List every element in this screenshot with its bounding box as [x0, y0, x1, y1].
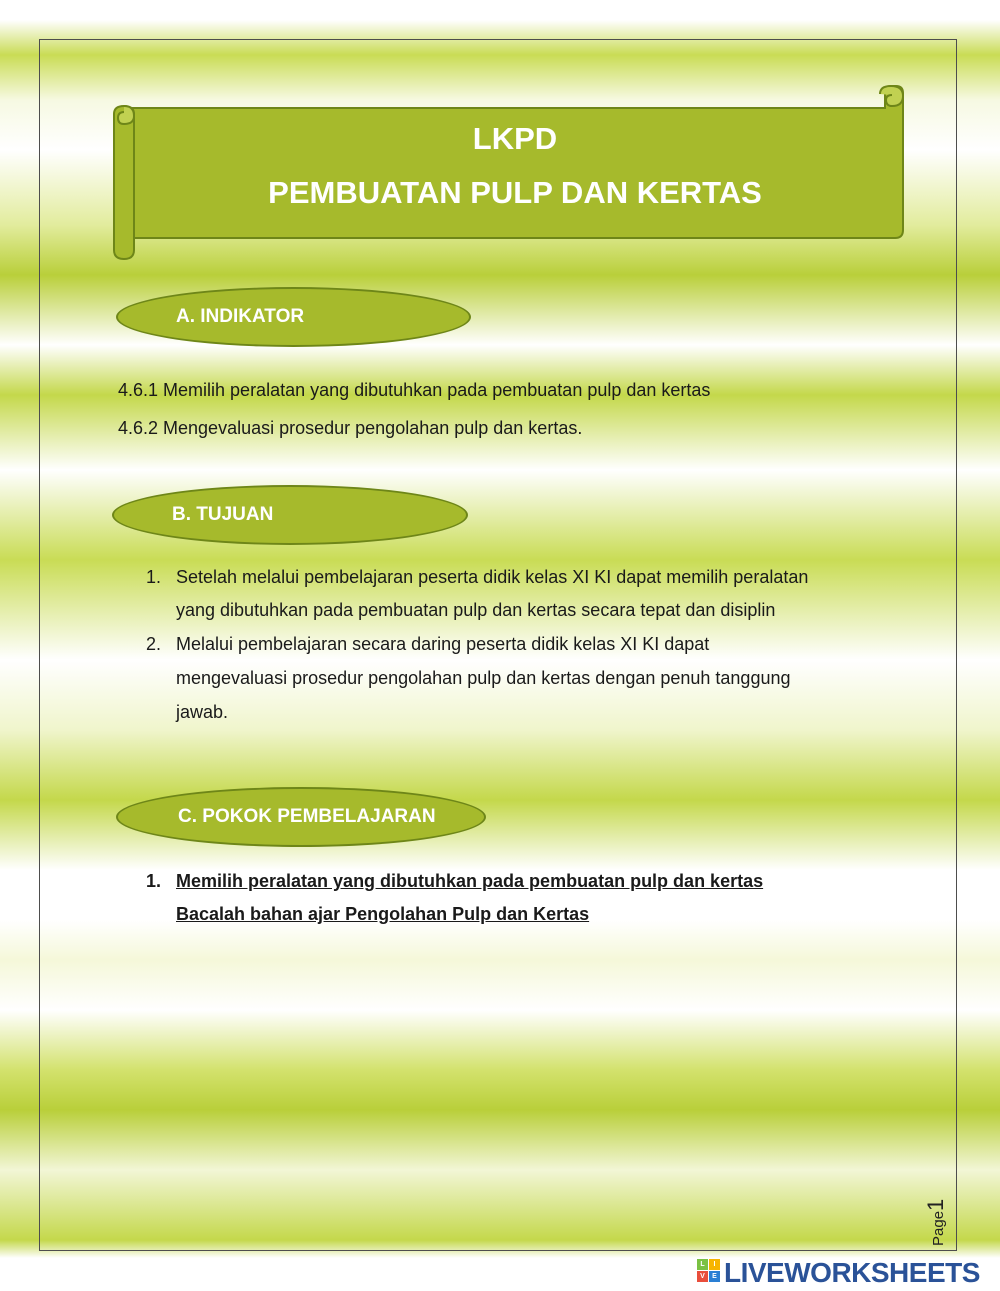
objective-line: jawab.	[176, 702, 229, 722]
list-number: 2.	[146, 634, 162, 654]
title-banner	[110, 84, 907, 264]
section-b-heading	[112, 485, 468, 545]
section-a-heading	[116, 287, 471, 347]
page-subtitle: PEMBUATAN PULP DAN KERTAS	[268, 175, 762, 210]
list-number: 1.	[146, 871, 162, 891]
page-label: Page	[930, 1210, 947, 1246]
section-c-label: C. POKOK PEMBELAJARAN	[178, 806, 436, 827]
indicator-item: 4.6.2 Mengevaluasi prosedur pengolahan pulp dan kertas.	[118, 418, 583, 438]
objective-line: yang dibutuhkan pada pembuatan pulp dan kertas secara tepat dan disiplin	[176, 600, 776, 620]
logo-grid-icon: L I V E	[697, 1259, 721, 1283]
indicator-item: 4.6.1 Memilih peralatan yang dibutuhkan pada pembuatan pulp dan kertas	[118, 380, 711, 400]
section-c-heading	[116, 787, 486, 847]
page-title: LKPD	[472, 121, 558, 156]
section-a-label: A. INDIKATOR	[176, 306, 305, 327]
list-number: 1.	[146, 567, 162, 587]
page-number	[915, 1190, 948, 1250]
page-number-value: 1	[923, 1198, 948, 1211]
brand-name: LIVEWORKSHEETS	[724, 1257, 980, 1288]
lesson-item-instruction: Bacalah bahan ajar Pengolahan Pulp dan Kertas	[176, 904, 590, 924]
lesson-item-title: Memilih peralatan yang dibutuhkan pada pembuatan pulp dan kertas	[176, 871, 764, 891]
objective-line: Setelah melalui pembelajaran peserta didik kelas XI KI dapat memilih peralatan	[176, 567, 809, 587]
section-b-label: B. TUJUAN	[172, 504, 274, 525]
objective-line: Melalui pembelajaran secara daring peserta didik kelas XI KI dapat	[176, 634, 710, 654]
objective-line: mengevaluasi prosedur pengolahan pulp dan kertas dengan penuh tanggung	[176, 668, 791, 688]
